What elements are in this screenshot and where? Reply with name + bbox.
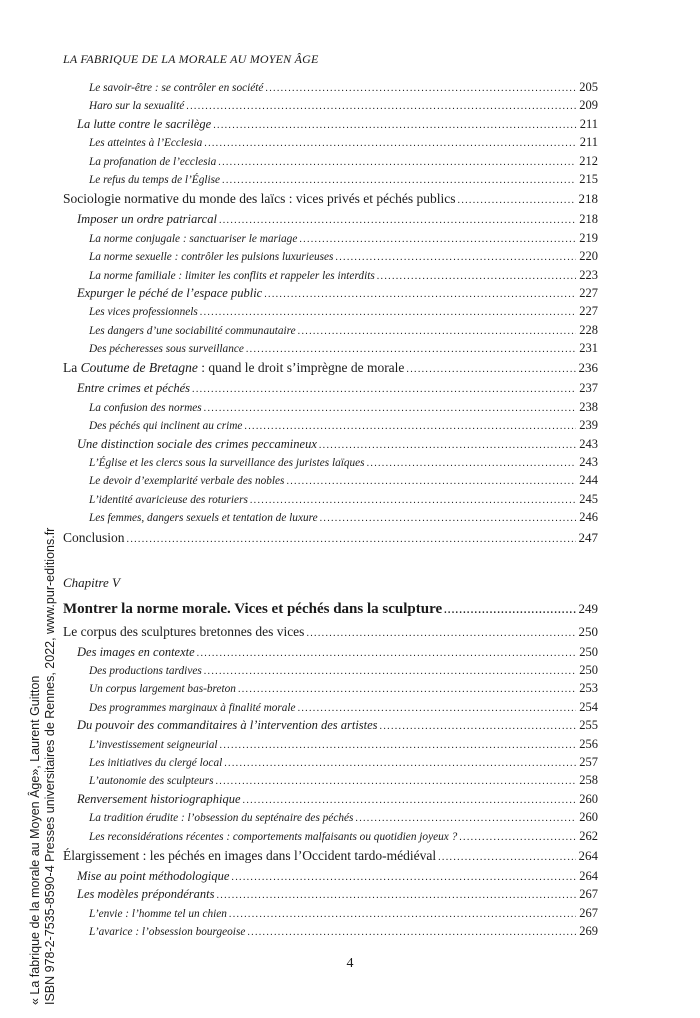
- toc-entry[interactable]: [63, 508, 598, 526]
- toc-entry-page: 247: [578, 529, 598, 545]
- toc-entry-page: 244: [579, 473, 598, 488]
- toc-entry-page: 238: [579, 399, 598, 414]
- leader-dots: [319, 435, 576, 455]
- toc-entry[interactable]: [63, 527, 598, 549]
- toc-entry-page: 260: [579, 791, 598, 806]
- toc-entry-title: L’envie : l’homme tel un chien: [89, 907, 227, 920]
- toc-entry-title: Entre crimes et péchés: [77, 381, 191, 396]
- leader-dots: [243, 790, 577, 810]
- leader-dots: [224, 754, 576, 773]
- page-number: 4: [346, 956, 354, 971]
- toc-entry-page: 264: [579, 868, 598, 883]
- toc-entry-title: Des péchés qui inclinent au crime: [89, 420, 243, 433]
- toc-entry-title: Renversement historiographique: [77, 791, 241, 806]
- toc-entry[interactable]: [63, 96, 598, 114]
- toc-entry-page: 209: [579, 98, 598, 113]
- toc-entry-title: Du pouvoir des commanditaires à l’intervention des artistes: [77, 718, 378, 733]
- leader-dots: [355, 809, 576, 828]
- leader-dots: [264, 284, 576, 304]
- toc-entry-title: L’avarice : l’obsession bourgeoise: [89, 926, 246, 939]
- sidebar-copyright-note: [28, 528, 58, 1005]
- toc-entry[interactable]: [63, 416, 598, 434]
- toc-entry-page: 219: [579, 230, 598, 245]
- toc-entry-title: Les dangers d’une sociabilité communautaire: [89, 324, 296, 337]
- toc-entry[interactable]: [63, 753, 598, 771]
- toc-entry-page: 264: [578, 847, 598, 863]
- toc-entry-page: 211: [579, 116, 598, 131]
- leader-dots: [204, 399, 577, 418]
- toc-entry-page: 262: [579, 828, 598, 843]
- toc-entry[interactable]: [63, 679, 598, 697]
- toc-entry-page: 250: [579, 662, 598, 677]
- toc-entry-title: L’identité avaricieuse des roturiers: [89, 493, 248, 506]
- toc-entry-page: 215: [579, 171, 598, 186]
- toc-entry[interactable]: [63, 188, 598, 210]
- toc-entry[interactable]: [63, 845, 598, 867]
- toc-entry[interactable]: [63, 115, 598, 133]
- toc-entry[interactable]: [63, 471, 598, 489]
- toc-entry[interactable]: [63, 904, 598, 922]
- toc-entry-title: Expurger le péché de l’espace public: [77, 285, 263, 300]
- toc-entry[interactable]: [63, 808, 598, 826]
- leader-dots: [220, 736, 577, 755]
- toc-block-1: [63, 78, 598, 357]
- toc-entry-page: 228: [579, 322, 598, 337]
- toc-entry-title: Des productions tardives: [89, 664, 202, 677]
- toc-entry-page: 253: [579, 681, 598, 696]
- toc-entry-page: 231: [579, 341, 598, 356]
- toc-entry-page: 267: [579, 905, 598, 920]
- toc-entry-title: La Coutume de Bretagne : quand le droit s’imprègne de morale: [63, 360, 405, 376]
- toc-entry[interactable]: [63, 621, 598, 643]
- toc-entry-page: 260: [579, 810, 598, 825]
- toc-entry[interactable]: [63, 266, 598, 284]
- leader-dots: [380, 716, 577, 736]
- toc-entry-title: Mise au point méthodologique: [77, 868, 230, 883]
- toc-entry[interactable]: [63, 771, 598, 789]
- toc-entry-page: 243: [579, 455, 598, 470]
- sidebar-line-1: « La fabrique de la morale au Moyen Âge», Laurent Guitton: [28, 675, 42, 1005]
- leader-dots: [218, 153, 576, 172]
- leader-dots: [299, 230, 576, 249]
- toc-entry-page: 269: [579, 924, 598, 939]
- toc-entry-page: 237: [579, 381, 598, 396]
- table-of-contents: [63, 78, 598, 940]
- leader-dots: [265, 79, 576, 98]
- leader-dots: [231, 867, 576, 887]
- toc-entry[interactable]: [63, 661, 598, 679]
- leader-dots: [458, 188, 576, 212]
- toc-entry-title: La lutte contre le sacrilège: [77, 116, 212, 131]
- toc-block-3: [63, 621, 598, 941]
- toc-entry-page: 250: [579, 644, 598, 659]
- toc-entry-title: Les modèles prépondérants: [77, 887, 215, 902]
- toc-entry-page: 243: [579, 436, 598, 451]
- toc-entry[interactable]: [63, 735, 598, 753]
- toc-entry-title: Les initiatives du clergé local: [89, 756, 223, 769]
- leader-dots: [197, 643, 577, 663]
- sidebar-line-2: ISBN 978-2-7535-8590-4 Presses universitaires de Rennes, 2022, www.pur-editions.fr: [43, 527, 57, 1005]
- toc-entry[interactable]: [63, 698, 598, 716]
- toc-entry-page: 211: [579, 135, 598, 150]
- leader-dots: [438, 845, 575, 869]
- toc-entry-title: Les atteintes à l’Ecclesia: [89, 137, 203, 150]
- toc-entry[interactable]: [63, 790, 598, 808]
- toc-entry[interactable]: [63, 490, 598, 508]
- toc-entry[interactable]: [63, 229, 598, 247]
- toc-entry-title: La profanation de l’ecclesia: [89, 155, 217, 168]
- leader-dots: [213, 115, 576, 135]
- toc-entry-title: La norme familiale : limiter les conflits et rappeler les interdits: [89, 269, 375, 282]
- toc-entry[interactable]: [63, 170, 598, 188]
- toc-entry-title: Sociologie normative du monde des laïcs : vices privés et péchés publics: [63, 191, 456, 207]
- toc-entry-page: 236: [578, 360, 598, 376]
- toc-entry[interactable]: [63, 435, 598, 453]
- toc-entry[interactable]: [63, 152, 598, 170]
- toc-entry-title: La norme sexuelle : contrôler les pulsions luxurieuses: [89, 251, 334, 264]
- toc-entry-title: Le refus du temps de l’Église: [89, 173, 221, 186]
- toc-entry-page: 220: [579, 249, 598, 264]
- toc-entry-page: 239: [579, 418, 598, 433]
- leader-dots: [306, 621, 575, 645]
- toc-entry-title: Les reconsidérations récentes : comportements malfaisants ou quotidien joyeux ?: [89, 830, 458, 843]
- toc-entry-title: La norme conjugale : sanctuariser le mariage: [89, 232, 298, 245]
- toc-entry[interactable]: [63, 284, 598, 302]
- toc-entry-page: 205: [579, 80, 598, 94]
- toc-entry[interactable]: [63, 133, 598, 151]
- toc-entry-title: L’autonomie des sculpteurs: [89, 775, 214, 788]
- toc-entry[interactable]: [63, 453, 598, 471]
- toc-entry-page: 245: [579, 491, 598, 506]
- leader-dots: [204, 662, 577, 681]
- toc-entry-title: Des pécheresses sous surveillance: [89, 343, 244, 356]
- toc-entry[interactable]: [63, 302, 598, 320]
- toc-entry-coutume[interactable]: [63, 357, 598, 379]
- toc-entry-page: 255: [579, 718, 598, 733]
- leader-dots: [127, 527, 576, 551]
- toc-entry-page: 218: [578, 191, 598, 207]
- leader-dots: [200, 303, 576, 322]
- toc-entry-page: 246: [579, 510, 598, 525]
- toc-entry-page: 257: [579, 754, 598, 769]
- leader-dots: [250, 491, 576, 510]
- toc-entry-title: Un corpus largement bas-breton: [89, 683, 236, 696]
- toc-entry-page: 256: [579, 736, 598, 751]
- toc-entry-title: Les femmes, dangers sexuels et tentation de luxure: [89, 512, 318, 525]
- toc-entry-title: Les vices professionnels: [89, 306, 198, 319]
- toc-entry-title: Des images en contexte: [77, 644, 195, 659]
- toc-entry-title: Le devoir d’exemplarité verbale des nobles: [89, 475, 285, 488]
- leader-dots: [192, 379, 576, 399]
- toc-entry-title: L’Église et les clercs sous la surveillance des juristes laïques: [89, 457, 365, 470]
- toc-entry[interactable]: [63, 339, 598, 357]
- leader-dots: [217, 885, 577, 905]
- toc-entry-title: Conclusion: [63, 529, 125, 545]
- toc-entry-page: 227: [579, 304, 598, 319]
- toc-entry[interactable]: [63, 867, 598, 885]
- toc-entry-title: Des programmes marginaux à finalité morale: [89, 701, 296, 714]
- chapter-title: Montrer la norme morale. Vices et péchés dans la sculpture: [63, 600, 443, 617]
- leader-dots: [247, 923, 576, 942]
- toc-entry-page: 227: [579, 285, 598, 300]
- leader-dots: [444, 597, 575, 623]
- leader-dots: [335, 248, 576, 267]
- toc-entry-title: La tradition érudite : l’obsession du septénaire des péchés: [89, 812, 354, 825]
- toc-entry[interactable]: [63, 716, 598, 734]
- leader-dots: [367, 454, 577, 473]
- chapter-label: Chapitre V: [63, 574, 120, 590]
- toc-entry[interactable]: [63, 885, 598, 903]
- toc-entry[interactable]: [63, 643, 598, 661]
- leader-dots: [406, 357, 575, 381]
- toc-entry[interactable]: [63, 922, 598, 940]
- spacer: [63, 549, 598, 573]
- chapter-page: 249: [578, 600, 598, 616]
- leader-dots: [298, 322, 577, 341]
- toc-entry-page: 267: [579, 887, 598, 902]
- toc-entry-title: Le corpus des sculptures bretonnes des vices: [63, 623, 305, 639]
- toc-entry-title: La confusion des normes: [89, 401, 202, 414]
- toc-entry-page: 250: [578, 623, 598, 639]
- toc-entry-title: L’investissement seigneurial: [89, 738, 218, 751]
- toc-entry-title: Imposer un ordre patriarcal: [77, 212, 217, 227]
- chapter-title-entry[interactable]: [63, 597, 598, 621]
- toc-entry-title: Le savoir-être : se contrôler en société: [89, 82, 264, 94]
- toc-entry[interactable]: [63, 827, 598, 845]
- leader-dots: [286, 472, 576, 491]
- toc-entry-page: 223: [579, 267, 598, 282]
- toc-entry[interactable]: [63, 210, 598, 228]
- toc-entry-title: Une distinction sociale des crimes peccamineux: [77, 436, 317, 451]
- leader-dots: [229, 905, 576, 924]
- toc-entry-page: 212: [579, 153, 598, 168]
- leader-dots: [238, 680, 576, 699]
- toc-entry-page: 254: [579, 699, 598, 714]
- running-header: LA FABRIQUE DE LA MORALE AU MOYEN ÂGE: [63, 52, 319, 66]
- toc-block-2: [63, 379, 598, 548]
- toc-entry[interactable]: [63, 321, 598, 339]
- toc-entry[interactable]: [63, 247, 598, 265]
- toc-entry[interactable]: [63, 398, 598, 416]
- leader-dots: [219, 210, 576, 230]
- toc-entry-page: 258: [579, 773, 598, 788]
- toc-entry-page: 218: [579, 212, 598, 227]
- toc-entry[interactable]: [63, 78, 598, 96]
- leader-dots: [204, 134, 576, 153]
- toc-entry[interactable]: [63, 379, 598, 397]
- toc-entry-title: Haro sur la sexualité: [89, 100, 185, 113]
- toc-entry-title: Élargissement : les péchés en images dans l’Occident tardo-médiéval: [63, 847, 437, 863]
